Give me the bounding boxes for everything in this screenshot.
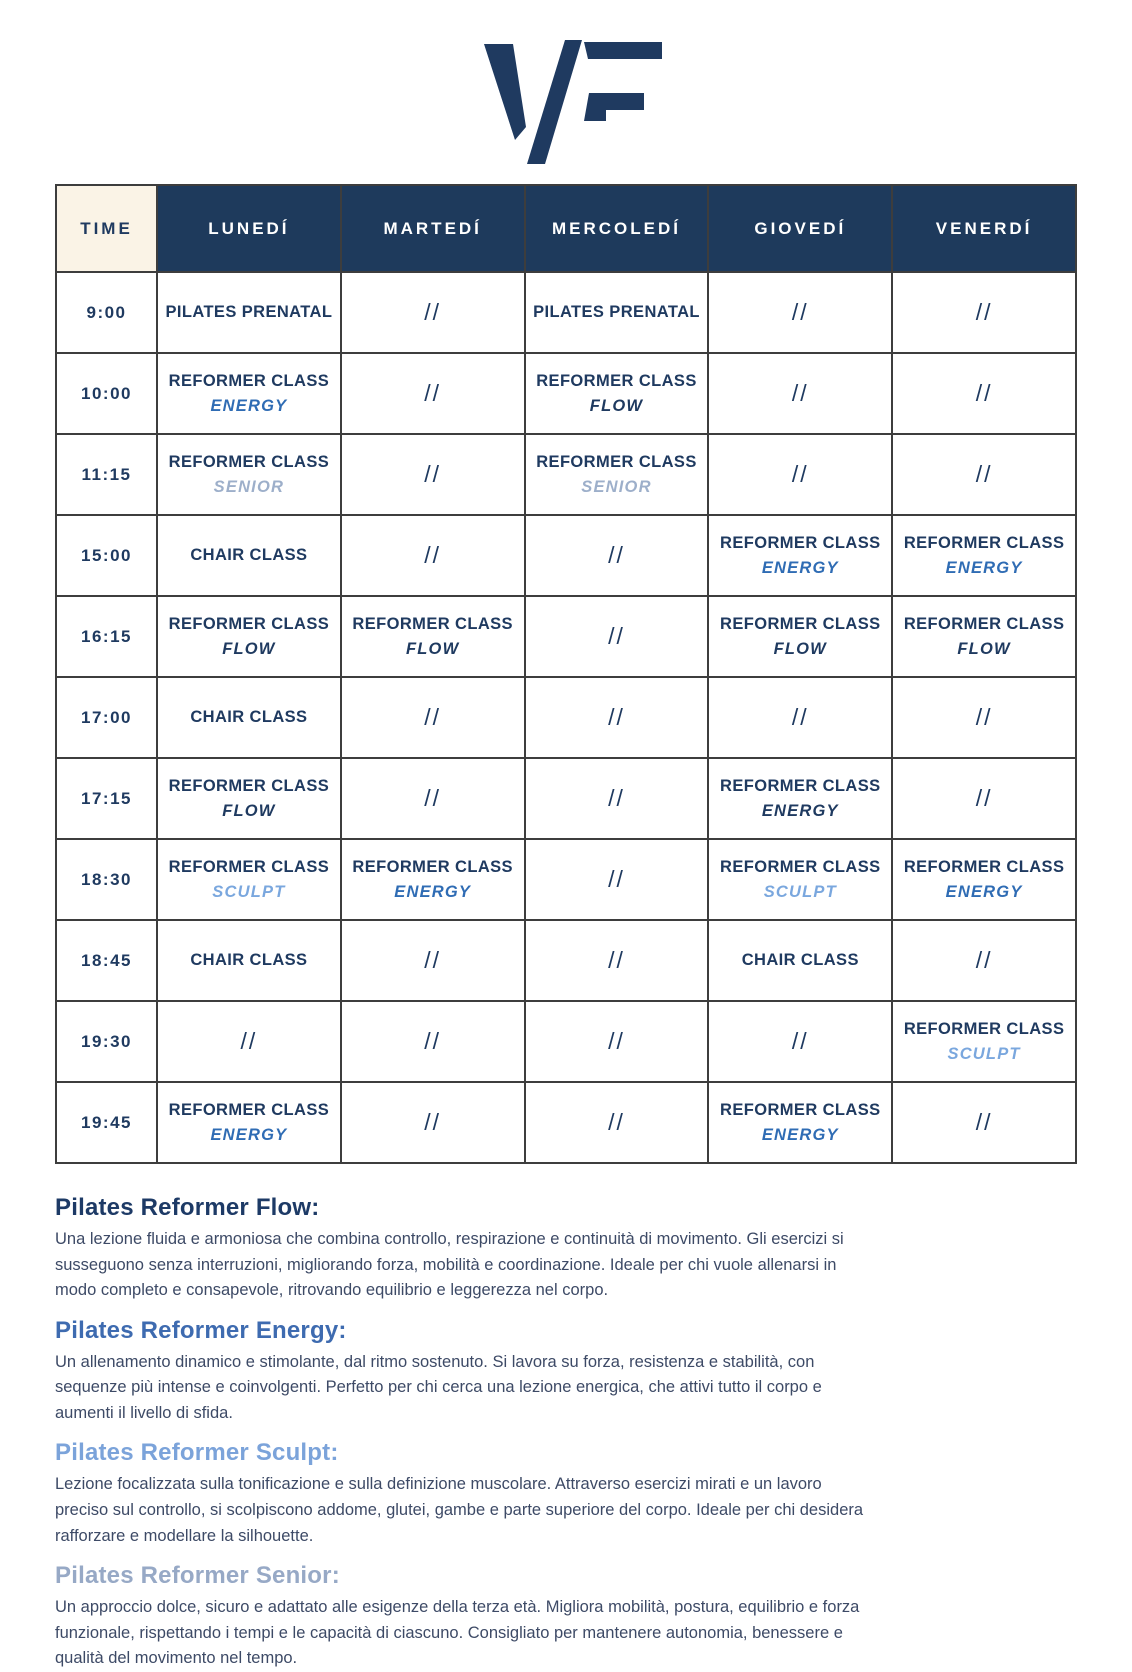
class-variant: FLOW bbox=[222, 801, 276, 820]
studio-logo bbox=[466, 22, 666, 172]
empty-slot-cell bbox=[892, 434, 1076, 515]
schedule-row bbox=[56, 758, 1076, 839]
empty-slot-cell bbox=[341, 434, 525, 515]
empty-slot-cell bbox=[525, 515, 709, 596]
empty-slot-cell bbox=[525, 1082, 709, 1163]
time-cell: 18:45 bbox=[56, 920, 157, 1001]
no-class-marker: // bbox=[424, 1028, 442, 1054]
empty-slot-cell bbox=[525, 596, 709, 677]
class-slot-cell bbox=[157, 677, 341, 758]
no-class-marker: // bbox=[608, 704, 625, 730]
schedule-row bbox=[56, 596, 1076, 677]
empty-slot-cell bbox=[708, 434, 892, 515]
empty-slot-cell bbox=[525, 839, 709, 920]
class-variant: ENERGY bbox=[761, 558, 839, 577]
class-slot-cell bbox=[157, 515, 341, 596]
time-cell: 17:15 bbox=[56, 758, 157, 839]
class-title: REFORMER CLASS bbox=[168, 1100, 330, 1119]
class-slot-cell bbox=[708, 758, 892, 839]
header-row bbox=[56, 185, 1076, 272]
class-variant: ENERGY bbox=[761, 801, 839, 820]
no-class-marker: // bbox=[975, 299, 993, 325]
energy-description-text: Un allenamento dinamico e stimolante, dal ritmo sostenuto. Si lavora su forza, resistenza e stabilità, con sequenze più intense e coinvolgenti. Perfetto per chi cerca una lezione energica, che attivi tutto il corpo e aumenti il livello di sfida. bbox=[55, 1352, 822, 1422]
no-class-marker: // bbox=[608, 785, 625, 811]
empty-slot-cell bbox=[708, 1001, 892, 1082]
empty-slot-cell bbox=[341, 272, 525, 353]
time-cell: 10:00 bbox=[56, 353, 157, 434]
class-slot-cell bbox=[708, 1082, 892, 1163]
no-class-marker: // bbox=[975, 947, 993, 973]
schedule-row bbox=[56, 920, 1076, 1001]
no-class-marker: // bbox=[975, 461, 993, 487]
empty-slot-cell bbox=[525, 920, 709, 1001]
vf-monogram-icon bbox=[466, 22, 666, 172]
schedule-body bbox=[56, 272, 1076, 1163]
class-title: REFORMER CLASS bbox=[720, 776, 881, 795]
class-variant: SCULPT bbox=[763, 882, 837, 901]
no-class-marker: // bbox=[791, 461, 809, 487]
class-slot-cell bbox=[708, 515, 892, 596]
sculpt-description-text: Lezione focalizzata sulla tonificazione e sulla definizione muscolare. Attraverso esercizi mirati e un lavoro preciso sul controllo, si scolpiscono addome, glutei, gambe e parte superiore del corpo. Ideale per chi desidera rafforzare e modellare la silhouette. bbox=[55, 1475, 864, 1545]
class-slot-cell bbox=[157, 434, 341, 515]
day-header-tuesday: MARTEDÍ bbox=[341, 185, 525, 272]
time-cell: 16:15 bbox=[56, 596, 157, 677]
empty-slot-cell bbox=[892, 758, 1076, 839]
class-variant: ENERGY bbox=[394, 882, 472, 901]
day-header-friday: VENERDÍ bbox=[892, 185, 1076, 272]
no-class-marker: // bbox=[424, 947, 442, 973]
class-title: REFORMER CLASS bbox=[352, 857, 513, 876]
class-descriptions bbox=[55, 1194, 1077, 1672]
class-title: CHAIR CLASS bbox=[190, 708, 308, 727]
class-slot-cell bbox=[708, 839, 892, 920]
class-slot-cell bbox=[157, 920, 341, 1001]
no-class-marker: // bbox=[424, 542, 442, 568]
schedule-row bbox=[56, 515, 1076, 596]
class-title: REFORMER CLASS bbox=[720, 1100, 881, 1119]
class-slot-cell bbox=[157, 758, 341, 839]
no-class-marker: // bbox=[791, 704, 809, 730]
class-title: PILATES PRENATAL bbox=[165, 303, 333, 322]
empty-slot-cell bbox=[708, 272, 892, 353]
no-class-marker: // bbox=[424, 299, 442, 325]
class-variant: ENERGY bbox=[945, 882, 1023, 901]
class-variant: ENERGY bbox=[210, 1125, 288, 1144]
day-header-monday: LUNEDÍ bbox=[157, 185, 341, 272]
schedule-row bbox=[56, 434, 1076, 515]
class-title: REFORMER CLASS bbox=[352, 614, 513, 633]
no-class-marker: // bbox=[975, 380, 993, 406]
class-slot-cell bbox=[892, 515, 1076, 596]
flow-description-text: Una lezione fluida e armoniosa che combina controllo, respirazione e continuità di movimento. Gli esercizi si susseguono senza interruzioni, migliorando forza, mobilità e coordinazione. Ideale per chi vuole allenarsi in modo completo e consapevole, ritrovando equilibrio e leggerezza nel corpo. bbox=[55, 1230, 844, 1300]
empty-slot-cell bbox=[892, 353, 1076, 434]
empty-slot-cell bbox=[892, 1082, 1076, 1163]
no-class-marker: // bbox=[975, 1109, 993, 1135]
class-variant: SCULPT bbox=[947, 1044, 1021, 1063]
empty-slot-cell bbox=[341, 677, 525, 758]
no-class-marker: // bbox=[608, 542, 625, 568]
flow-description-heading: Pilates Reformer Flow: bbox=[55, 1194, 320, 1221]
class-variant: SCULPT bbox=[212, 882, 286, 901]
class-variant: SENIOR bbox=[581, 477, 652, 496]
class-title: REFORMER CLASS bbox=[536, 371, 697, 390]
schedule-row bbox=[56, 677, 1076, 758]
day-header-wednesday: MERCOLEDÍ bbox=[525, 185, 709, 272]
class-variant: FLOW bbox=[222, 639, 276, 658]
class-slot-cell bbox=[157, 353, 341, 434]
class-title: REFORMER CLASS bbox=[903, 533, 1065, 552]
empty-slot-cell bbox=[892, 920, 1076, 1001]
time-cell: 9:00 bbox=[56, 272, 157, 353]
class-variant: FLOW bbox=[406, 639, 460, 658]
empty-slot-cell bbox=[525, 758, 709, 839]
no-class-marker: // bbox=[608, 866, 625, 892]
class-slot-cell bbox=[341, 839, 525, 920]
class-slot-cell bbox=[892, 839, 1076, 920]
day-header-thursday: GIOVEDÍ bbox=[708, 185, 892, 272]
class-title: REFORMER CLASS bbox=[168, 452, 330, 471]
empty-slot-cell bbox=[341, 758, 525, 839]
class-title: REFORMER CLASS bbox=[168, 776, 330, 795]
no-class-marker: // bbox=[608, 623, 625, 649]
schedule-header bbox=[56, 185, 1076, 272]
time-cell: 18:30 bbox=[56, 839, 157, 920]
time-header-cell: TIME bbox=[56, 185, 157, 272]
time-cell: 19:30 bbox=[56, 1001, 157, 1082]
no-class-marker: // bbox=[240, 1028, 258, 1054]
class-title: CHAIR CLASS bbox=[741, 951, 859, 970]
class-title: REFORMER CLASS bbox=[720, 857, 881, 876]
class-title: REFORMER CLASS bbox=[168, 614, 330, 633]
schedule-row bbox=[56, 1001, 1076, 1082]
empty-slot-cell bbox=[708, 677, 892, 758]
class-slot-cell bbox=[708, 596, 892, 677]
class-slot-cell bbox=[525, 434, 709, 515]
no-class-marker: // bbox=[424, 704, 442, 730]
class-variant: ENERGY bbox=[210, 396, 288, 415]
empty-slot-cell bbox=[708, 353, 892, 434]
class-slot-cell bbox=[157, 839, 341, 920]
no-class-marker: // bbox=[791, 380, 809, 406]
class-title: REFORMER CLASS bbox=[168, 371, 330, 390]
senior-description-text: Un approccio dolce, sicuro e adattato alle esigenze della terza età. Migliora mobilità, postura, equilibrio e forza funzionale, rispettando i tempi e le capacità di ciascuno. Consigliato per mantenere autonomia, benessere e qualità del movimento nel tempo. bbox=[55, 1598, 860, 1668]
sculpt-description-heading: Pilates Reformer Sculpt: bbox=[55, 1439, 339, 1467]
empty-slot-cell bbox=[341, 920, 525, 1001]
empty-slot-cell bbox=[341, 515, 525, 596]
class-title: REFORMER CLASS bbox=[903, 614, 1065, 633]
schedule-row bbox=[56, 839, 1076, 920]
class-variant: FLOW bbox=[589, 396, 644, 415]
no-class-marker: // bbox=[791, 299, 809, 325]
empty-slot-cell bbox=[341, 1082, 525, 1163]
empty-slot-cell bbox=[157, 1001, 341, 1082]
class-slot-cell bbox=[157, 1082, 341, 1163]
class-variant: FLOW bbox=[957, 639, 1011, 658]
no-class-marker: // bbox=[424, 1109, 442, 1135]
class-title: CHAIR CLASS bbox=[190, 951, 308, 970]
no-class-marker: // bbox=[608, 947, 625, 973]
class-slot-cell bbox=[892, 1001, 1076, 1082]
senior-description-heading: Pilates Reformer Senior: bbox=[55, 1562, 340, 1590]
class-variant: SENIOR bbox=[213, 477, 285, 496]
time-cell: 17:00 bbox=[56, 677, 157, 758]
class-title: REFORMER CLASS bbox=[720, 614, 881, 633]
class-slot-cell bbox=[892, 596, 1076, 677]
schedule-row bbox=[56, 1082, 1076, 1163]
no-class-marker: // bbox=[975, 704, 993, 730]
no-class-marker: // bbox=[424, 461, 442, 487]
empty-slot-cell bbox=[525, 1001, 709, 1082]
class-slot-cell bbox=[708, 920, 892, 1001]
time-cell: 19:45 bbox=[56, 1082, 157, 1163]
no-class-marker: // bbox=[424, 785, 442, 811]
class-title: REFORMER CLASS bbox=[168, 857, 330, 876]
class-title: REFORMER CLASS bbox=[720, 533, 881, 552]
class-variant: ENERGY bbox=[945, 558, 1023, 577]
no-class-marker: // bbox=[424, 380, 442, 406]
schedule-row bbox=[56, 272, 1076, 353]
empty-slot-cell bbox=[341, 353, 525, 434]
class-slot-cell bbox=[157, 596, 341, 677]
empty-slot-cell bbox=[525, 677, 709, 758]
no-class-marker: // bbox=[608, 1109, 625, 1135]
class-variant: ENERGY bbox=[761, 1125, 839, 1144]
time-cell: 15:00 bbox=[56, 515, 157, 596]
class-schedule-table bbox=[55, 184, 1077, 1164]
class-slot-cell bbox=[525, 353, 709, 434]
no-class-marker: // bbox=[608, 1028, 625, 1054]
empty-slot-cell bbox=[892, 272, 1076, 353]
class-slot-cell bbox=[525, 272, 709, 353]
class-title: PILATES PRENATAL bbox=[533, 303, 700, 322]
class-slot-cell bbox=[341, 596, 525, 677]
class-title: CHAIR CLASS bbox=[190, 546, 308, 565]
class-title: REFORMER CLASS bbox=[903, 857, 1065, 876]
empty-slot-cell bbox=[892, 677, 1076, 758]
energy-description-heading: Pilates Reformer Energy: bbox=[55, 1316, 347, 1344]
time-cell: 11:15 bbox=[56, 434, 157, 515]
class-title: REFORMER CLASS bbox=[903, 1019, 1065, 1038]
class-variant: FLOW bbox=[773, 639, 827, 658]
class-slot-cell bbox=[157, 272, 341, 353]
class-title: REFORMER CLASS bbox=[536, 452, 697, 471]
no-class-marker: // bbox=[791, 1028, 809, 1054]
empty-slot-cell bbox=[341, 1001, 525, 1082]
schedule-row bbox=[56, 353, 1076, 434]
no-class-marker: // bbox=[975, 785, 993, 811]
